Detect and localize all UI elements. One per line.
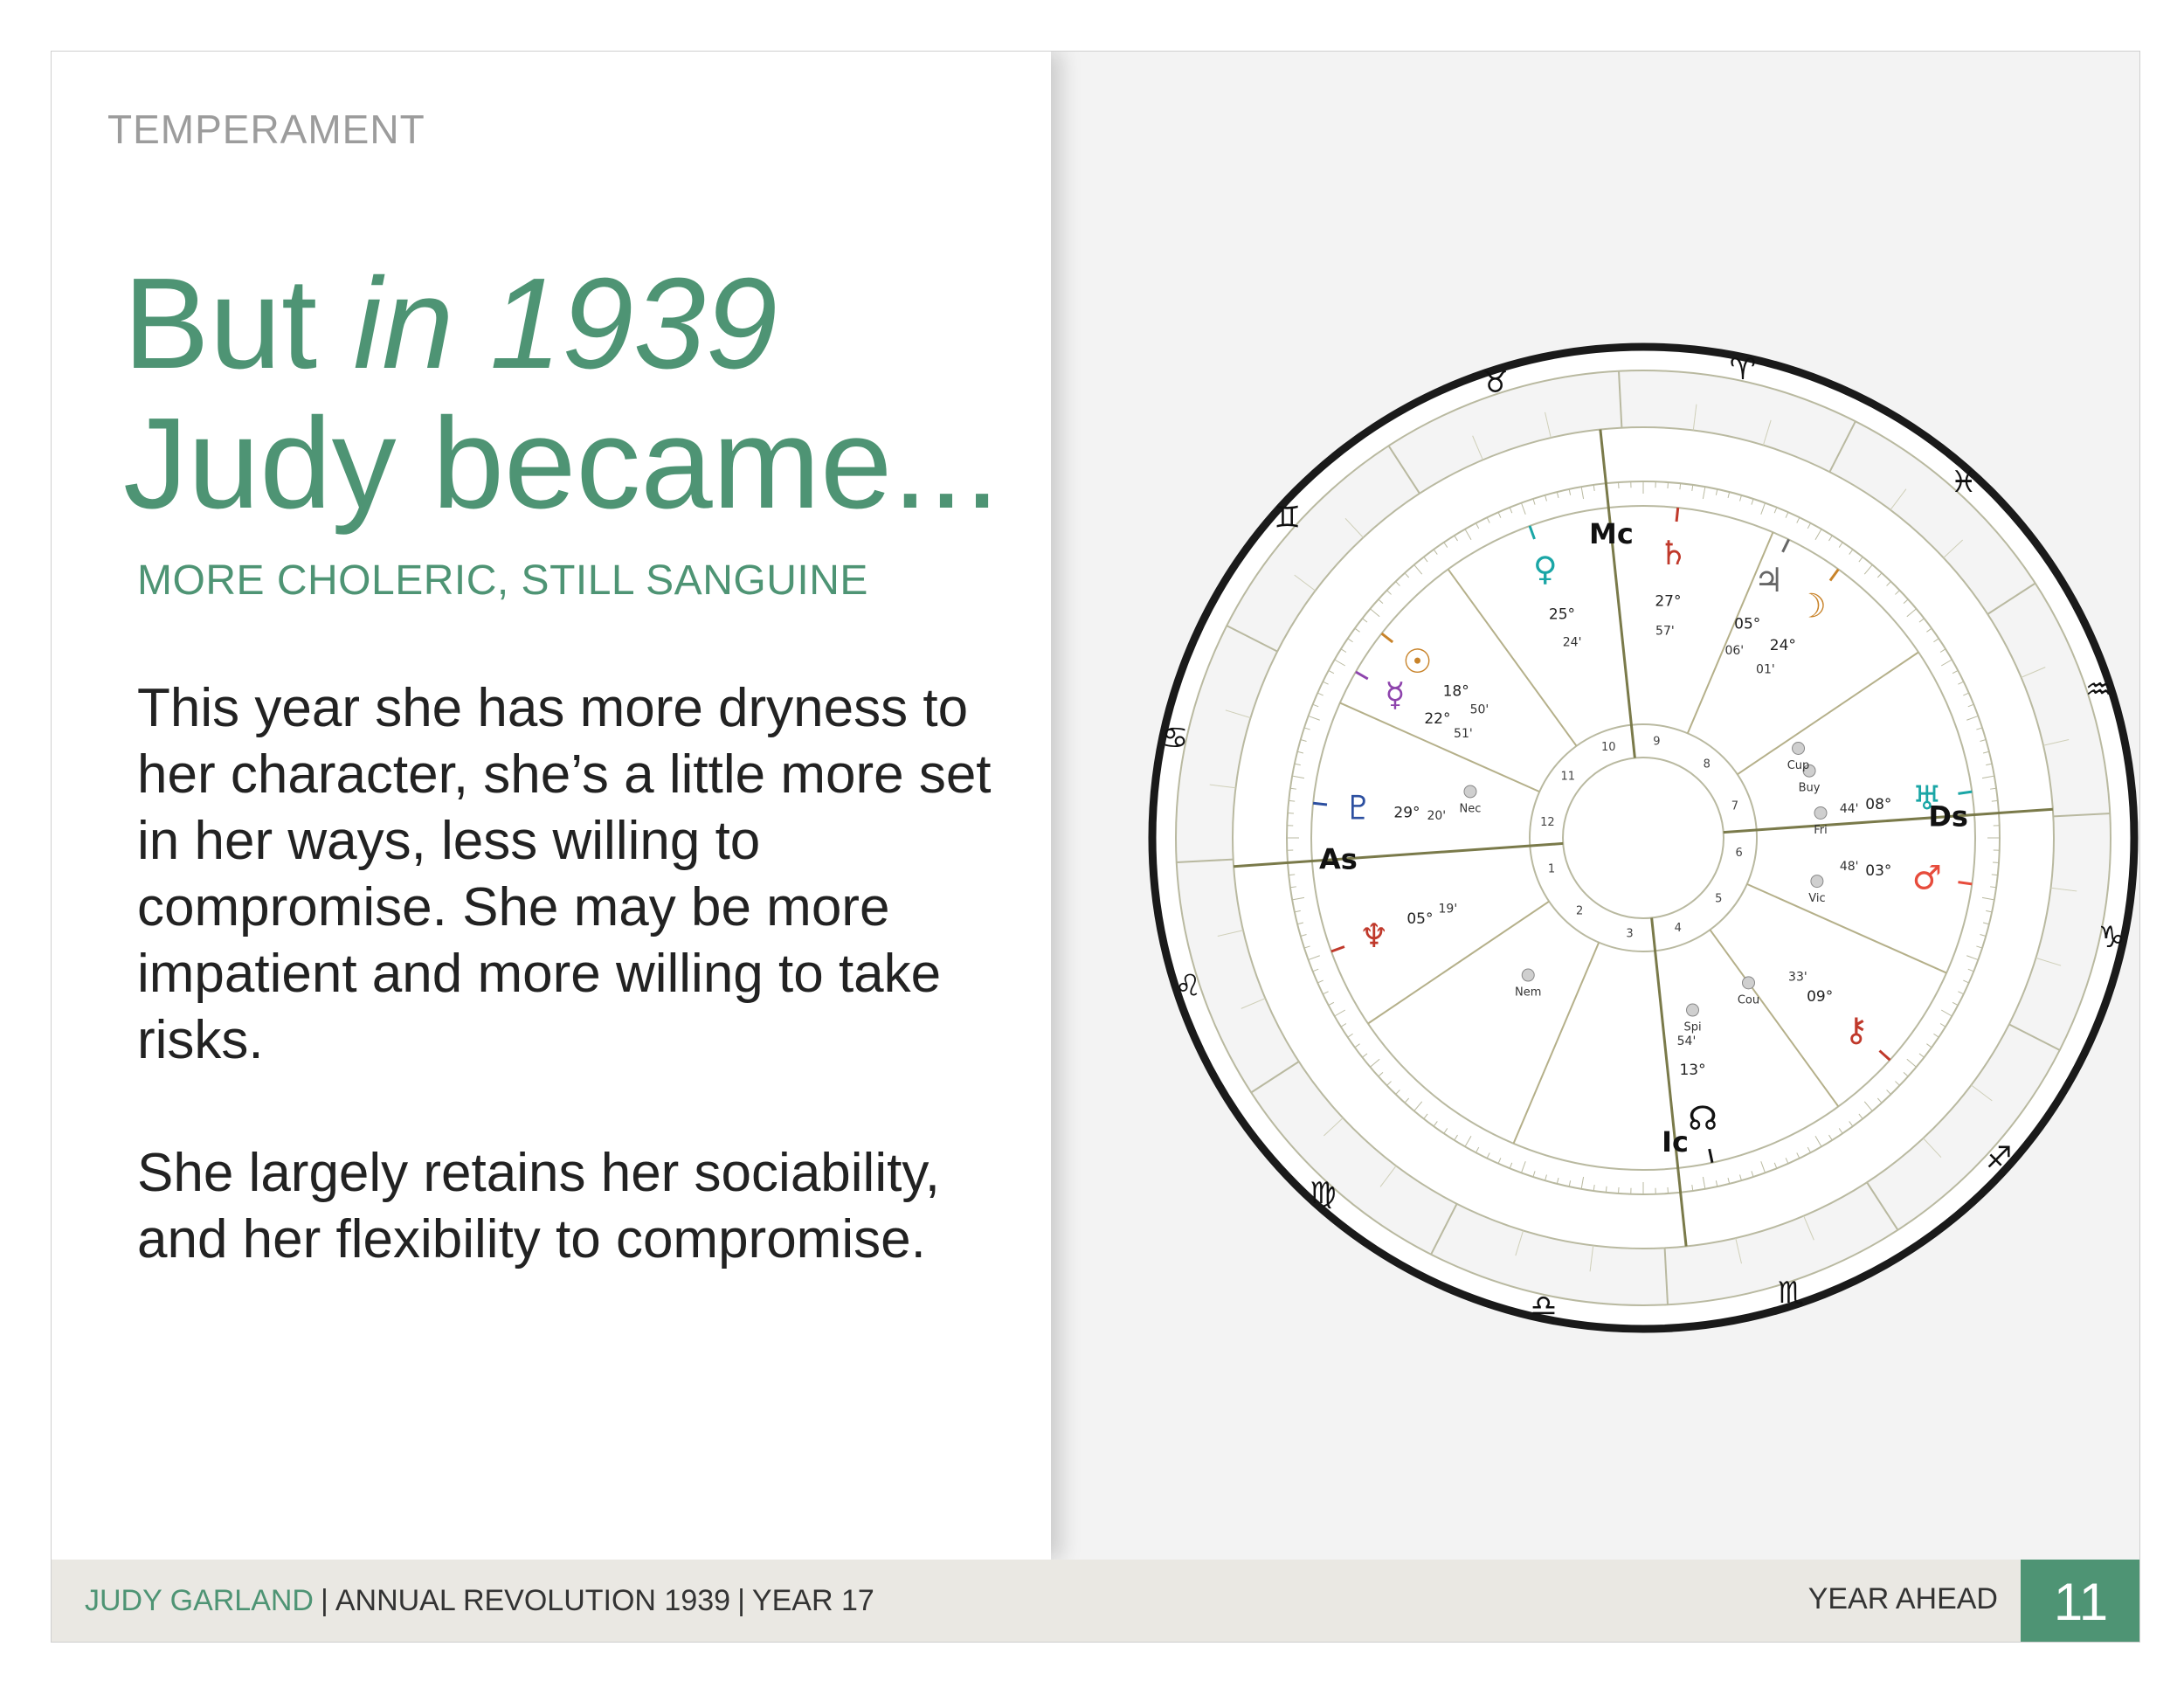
zodiac-glyph: ♌ (1174, 968, 1202, 1004)
star-label: Spi (1683, 1020, 1702, 1034)
star-label: Vic (1808, 892, 1826, 906)
planet-degree: 08° (1865, 796, 1892, 814)
subtitle: MORE CHOLERIC, STILL SANGUINE (137, 557, 868, 604)
planet-tick (1676, 508, 1678, 522)
star-label: Buy (1798, 781, 1821, 795)
zodiac-glyph: ♑ (2098, 919, 2125, 955)
star-marker (1687, 1004, 1699, 1016)
planet-minute: 33' (1788, 970, 1807, 985)
body-paragraph-1: This year she has more dryness to her character, she’s a little more set in her ways, less willing to compromise. She may be more impatient and more willing to take risks. (137, 678, 992, 1070)
footer-event: ANNUAL REVOLUTION 1939 (335, 1584, 731, 1617)
zodiac-glyph: ♒ (2084, 672, 2112, 708)
footer-year: YEAR 17 (751, 1584, 874, 1617)
footer-section: YEAR AHEAD (1807, 1582, 1998, 1615)
planet-degree: 13° (1679, 1062, 1706, 1080)
planet-degree: 09° (1807, 988, 1834, 1007)
zodiac-glyph: ♈ (1729, 351, 1757, 387)
angle-label: Ic (1662, 1125, 1690, 1159)
angle-label: As (1318, 842, 1358, 876)
astrology-chart (1119, 314, 2140, 1362)
star-marker (1793, 743, 1805, 755)
zodiac-glyph: ♋ (1161, 721, 1189, 757)
zodiac-glyph: ♐ (1986, 1140, 2013, 1176)
planet-degree: 05° (1406, 910, 1434, 929)
star-marker (1811, 875, 1823, 888)
house-number: 7 (1731, 799, 1739, 813)
house-number: 10 (1600, 740, 1616, 754)
planet-degree: 18° (1442, 682, 1469, 701)
angle-label: Mc (1589, 516, 1634, 550)
zodiac-glyph: ♉ (1482, 364, 1509, 400)
headline-line-2: Judy became... (123, 391, 1000, 536)
star-marker (1464, 785, 1476, 798)
house-number: 1 (1547, 862, 1556, 876)
planet-glyph: ⚷ (1843, 1010, 1869, 1049)
star-label: Cou (1737, 993, 1760, 1007)
planet-minute: 06' (1724, 644, 1745, 659)
section-label: TEMPERAMENT (107, 107, 425, 152)
star-label: Nec (1459, 802, 1482, 816)
center-circle (1563, 758, 1724, 918)
planet-degree: 27° (1655, 592, 1682, 611)
house-number: 12 (1540, 816, 1555, 830)
house-number: 5 (1715, 892, 1723, 906)
planet-degree: 24° (1769, 636, 1796, 654)
planet-minute: 19' (1438, 902, 1458, 917)
star-label: Fri (1814, 823, 1828, 837)
planet-minute: 51' (1454, 727, 1473, 741)
footer-name: JUDY GARLAND (85, 1584, 314, 1617)
planet-glyph: ♄ (1658, 533, 1689, 572)
star-marker (1522, 969, 1534, 981)
page-number: 11 (2021, 1560, 2140, 1643)
zodiac-glyph: ♏ (1778, 1276, 1805, 1311)
planet-degree: 03° (1865, 861, 1892, 880)
headline (123, 254, 1000, 534)
page-frame (51, 51, 2140, 1643)
footer-breadcrumb (85, 1584, 874, 1618)
house-number: 11 (1560, 770, 1576, 784)
planet-minute: 24' (1562, 635, 1582, 650)
planet-tick (1313, 803, 1327, 805)
planet-glyph: ☿ (1385, 675, 1406, 714)
planet-degree: 29° (1393, 804, 1420, 822)
house-number: 8 (1703, 758, 1711, 771)
zodiac-glyph: ♎ (1530, 1289, 1558, 1325)
house-number: 6 (1735, 846, 1743, 860)
house-number: 9 (1653, 735, 1661, 749)
planet-minute: 48' (1839, 860, 1859, 875)
planet-minute: 54' (1676, 1034, 1697, 1048)
planet-minute: 01' (1756, 662, 1775, 677)
footer-separator: | (321, 1584, 328, 1617)
footer (52, 1560, 2140, 1643)
planet-minute: 57' (1655, 624, 1675, 639)
footer-separator: | (737, 1584, 745, 1617)
zodiac-glyph: ♊ (1274, 500, 1301, 536)
planet-minute: 44' (1839, 801, 1859, 816)
planet-glyph: ☽ (1796, 586, 1827, 626)
planet-glyph: ♀ (1532, 549, 1558, 588)
planet-glyph: ♅ (1911, 778, 1942, 818)
star-marker (1742, 977, 1754, 989)
house-number: 3 (1626, 927, 1634, 941)
text-panel (52, 52, 1051, 1560)
chart-wheel (1119, 314, 2140, 1362)
planet-glyph: ♂ (1911, 858, 1942, 897)
star-marker (1814, 806, 1827, 819)
planet-degree: 22° (1424, 710, 1451, 728)
planet-glyph: ☊ (1688, 1098, 1718, 1138)
planet-minute: 50' (1469, 702, 1489, 717)
zodiac-glyph: ♍ (1310, 1176, 1337, 1212)
planet-glyph: ♃ (1753, 561, 1784, 600)
house-number: 2 (1576, 904, 1584, 918)
planet-glyph: ♆ (1358, 917, 1389, 956)
angle-label: Ds (1928, 799, 1968, 834)
house-number: 4 (1674, 922, 1682, 936)
planet-glyph: ☉ (1402, 642, 1433, 681)
planet-glyph: ♇ (1343, 788, 1373, 827)
planet-minute: 20' (1427, 809, 1447, 824)
planet-degree: 25° (1548, 605, 1576, 624)
headline-part-1: But (123, 252, 354, 396)
headline-italic: in 1939 (353, 252, 778, 396)
star-label: Nem (1515, 986, 1542, 1000)
zodiac-glyph: ♓ (1950, 464, 1977, 500)
star-label: Cup (1787, 759, 1810, 772)
body-paragraph-2: She largely retains her sociability, and her flexibility to compromise. (137, 1143, 940, 1269)
planet-degree: 05° (1734, 615, 1761, 633)
